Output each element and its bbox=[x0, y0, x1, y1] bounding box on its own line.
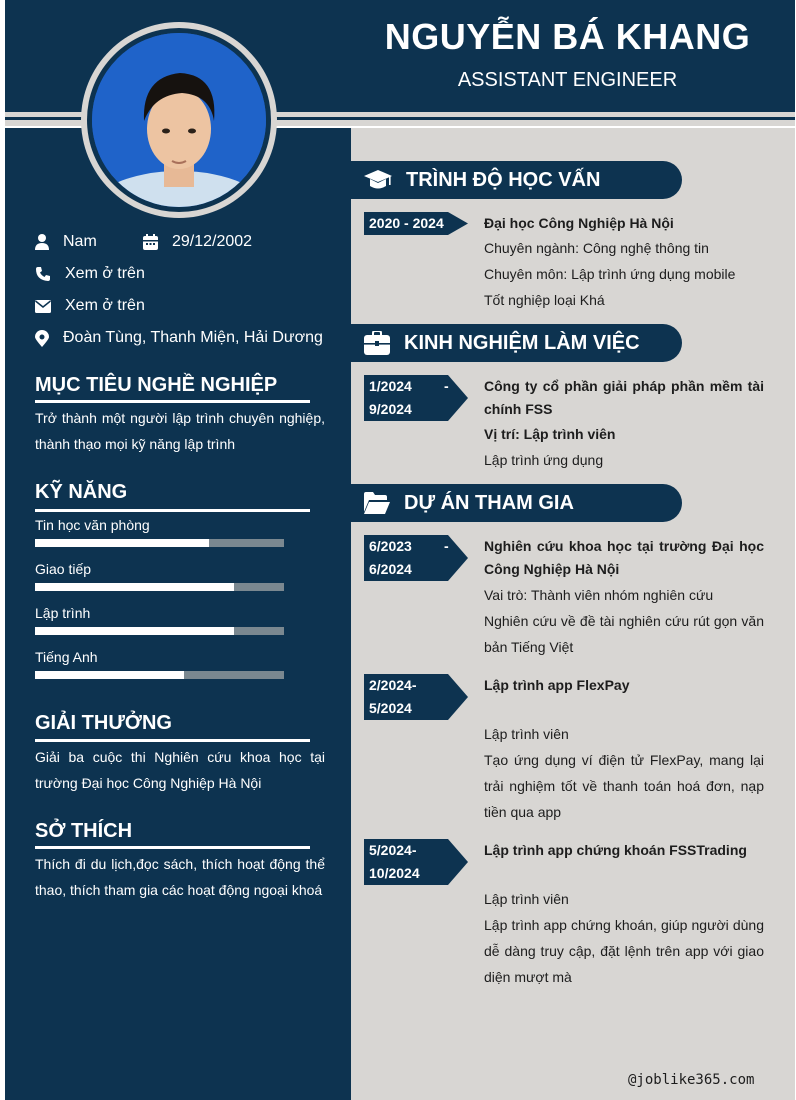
experience-banner bbox=[351, 324, 682, 362]
project-name: Lập trình app FlexPay bbox=[484, 677, 630, 693]
education-line: Tốt nghiệp loại Khá bbox=[484, 292, 605, 308]
awards-title: GIẢI THƯỞNG bbox=[35, 712, 172, 734]
objective-title: MỤC TIÊU NGHỀ NGHIỆP bbox=[35, 374, 278, 396]
project-date-start: 6/2023 bbox=[369, 538, 412, 554]
project-date-end: 10/2024 bbox=[369, 865, 420, 881]
project-desc: Nghiên cứu về đề tài nghiên cứu rút gọn văn bản Tiếng Việt bbox=[484, 613, 764, 655]
project-date-end: 6/2024 bbox=[369, 561, 412, 577]
hobbies-title: SỞ THÍCH bbox=[35, 820, 133, 842]
skill-bar bbox=[35, 627, 284, 635]
birthdate-row bbox=[143, 233, 252, 251]
candidate-name: NGUYỄN BÁ KHANG bbox=[384, 16, 751, 57]
skill-bar-fill bbox=[35, 583, 234, 591]
awards-text: Giải ba cuộc thi Nghiên cứu khoa học tại trường Đại học Công Nghiệp Hà Nội bbox=[35, 749, 325, 791]
experience-position: Vị trí: Lập trình viên bbox=[484, 426, 616, 442]
education-banner bbox=[351, 161, 682, 199]
experience-date-end: 9/2024 bbox=[369, 401, 412, 417]
skills-divider bbox=[35, 509, 310, 512]
project-date-start: 2/2024- bbox=[369, 677, 417, 693]
phone-value: Xem ở trên bbox=[65, 265, 145, 282]
education-date: 2020 - 2024 bbox=[369, 215, 444, 231]
gender-value: Nam bbox=[63, 233, 97, 250]
skill-bar bbox=[35, 583, 284, 591]
project-date-start: 5/2024- bbox=[369, 842, 417, 858]
envelope-icon bbox=[35, 300, 51, 313]
footer-handle: @joblike365.com bbox=[628, 1072, 755, 1088]
project-date-tag bbox=[364, 535, 468, 581]
education-line: Chuyên ngành: Công nghệ thông tin bbox=[484, 240, 709, 256]
skill-label: Giao tiếp bbox=[35, 561, 92, 577]
folder-open-icon bbox=[364, 492, 390, 514]
date-dash: - bbox=[444, 538, 449, 554]
project-name: Lập trình app chứng khoán FSSTrading bbox=[484, 842, 747, 858]
project-role: Lập trình viên bbox=[484, 726, 569, 742]
experience-date-start: 1/2024 bbox=[369, 378, 412, 394]
skill-label: Lập trình bbox=[35, 605, 91, 621]
project-desc: Lập trình app chứng khoán, giúp người dùng dễ dàng truy cập, đặt lệnh trên app với giao diện mượt mà bbox=[484, 917, 764, 985]
education-date-tag bbox=[364, 212, 468, 235]
project-entry bbox=[484, 839, 764, 990]
project-entry bbox=[484, 674, 764, 825]
graduation-cap-icon bbox=[364, 168, 392, 192]
project-role: Lập trình viên bbox=[484, 891, 569, 907]
project-date-tag bbox=[364, 674, 468, 720]
user-icon bbox=[35, 234, 49, 250]
project-date-tag bbox=[364, 839, 468, 885]
education-school: Đại học Công Nghiệp Hà Nội bbox=[484, 215, 674, 231]
briefcase-icon bbox=[364, 331, 390, 355]
avatar bbox=[92, 33, 266, 207]
projects-banner bbox=[351, 484, 682, 522]
calendar-icon bbox=[143, 234, 158, 250]
email-value: Xem ở trên bbox=[65, 297, 145, 314]
phone-icon bbox=[35, 266, 51, 282]
experience-desc: Lập trình ứng dụng bbox=[484, 452, 604, 468]
skill-bar-fill bbox=[35, 671, 184, 679]
education-entry bbox=[484, 212, 764, 313]
hobbies-divider bbox=[35, 846, 310, 849]
skill-label: Tin học văn phòng bbox=[35, 517, 150, 533]
phone-row bbox=[35, 265, 145, 283]
skill-label: Tiếng Anh bbox=[35, 649, 98, 665]
address-row bbox=[35, 329, 323, 347]
education-line: Chuyên môn: Lập trình ứng dụng mobile bbox=[484, 266, 736, 282]
skills-title: KỸ NĂNG bbox=[35, 481, 128, 503]
birthdate-value: 29/12/2002 bbox=[172, 233, 253, 250]
skill-bar-fill bbox=[35, 627, 234, 635]
project-role: Vai trò: Thành viên nhóm nghiên cứu bbox=[484, 587, 714, 603]
address-value: Đoàn Tùng, Thanh Miện, Hải Dương bbox=[63, 329, 323, 346]
hobbies-text: Thích đi du lịch,đọc sách, thích hoạt động thể thao, thích tham gia các hoạt động ngoại khoá bbox=[35, 856, 325, 898]
skill-bar-fill bbox=[35, 539, 209, 547]
experience-entry bbox=[484, 375, 764, 473]
project-desc: Tạo ứng dụng ví điện tử FlexPay, mang lại trải nghiệm tốt về thanh toán hoá đơn, nạp tiền qua app bbox=[484, 752, 764, 820]
experience-date-tag bbox=[364, 375, 468, 421]
awards-divider bbox=[35, 739, 310, 742]
objective-text: Trở thành một người lập trình chuyên nghiệp, thành thạo mọi kỹ năng lập trình bbox=[35, 410, 325, 452]
location-pin-icon bbox=[35, 330, 49, 347]
email-row bbox=[35, 297, 145, 315]
date-dash: - bbox=[444, 378, 449, 394]
gender-row bbox=[35, 233, 97, 251]
project-entry bbox=[484, 535, 764, 660]
skill-bar bbox=[35, 671, 284, 679]
objective-divider bbox=[35, 400, 310, 403]
project-date-end: 5/2024 bbox=[369, 700, 412, 716]
projects-title: DỰ ÁN THAM GIA bbox=[404, 491, 574, 514]
candidate-role: ASSISTANT ENGINEER bbox=[457, 69, 678, 91]
project-name: Nghiên cứu khoa học tại trường Đại học Công Nghiệp Hà Nội bbox=[484, 538, 764, 577]
education-title: TRÌNH ĐỘ HỌC VẤN bbox=[406, 168, 601, 191]
experience-title: KINH NGHIỆM LÀM VIỆC bbox=[404, 331, 640, 354]
skill-bar bbox=[35, 539, 284, 547]
experience-company: Công ty cổ phần giải pháp phần mềm tài chính FSS bbox=[484, 378, 764, 417]
